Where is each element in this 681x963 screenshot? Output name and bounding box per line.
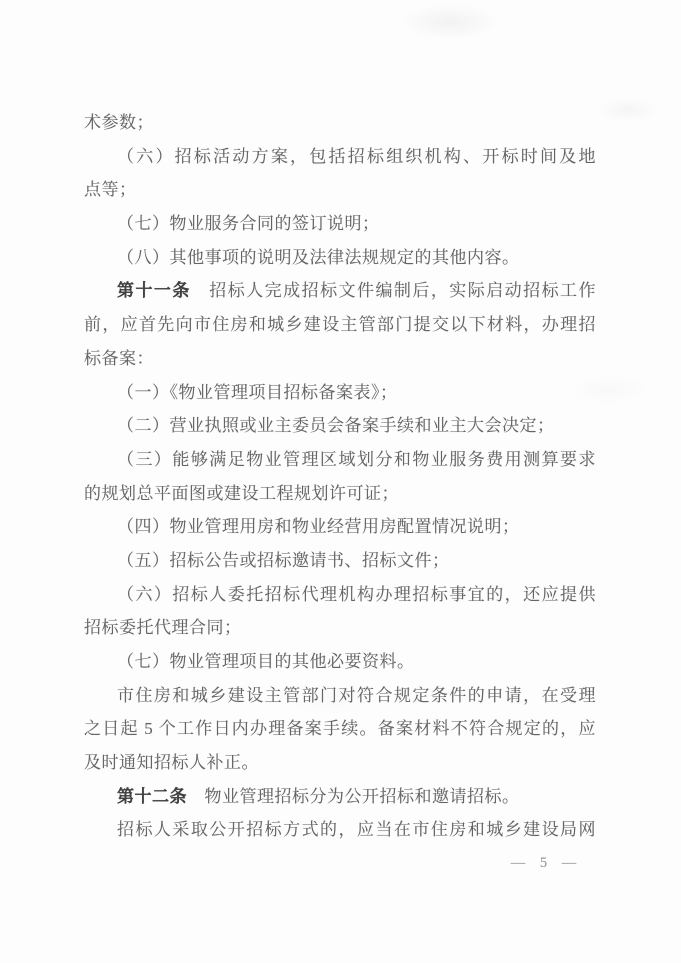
text-line [84, 746, 596, 780]
text-line [84, 813, 596, 847]
text-run: （三）能够满足物业管理区域划分和物业服务费用测算要求 [117, 449, 596, 469]
text-line [84, 544, 596, 578]
text-line [84, 679, 596, 713]
text-run: 市住房和城乡建设主管部门对符合规定条件的申请，在受理 [117, 685, 596, 705]
text-line [84, 611, 596, 645]
text-run: 术参数； [84, 113, 154, 132]
text-line [84, 578, 596, 612]
text-run: 的规划总平面图或建设工程规划许可证； [84, 483, 399, 503]
text-line [84, 207, 596, 241]
text-run: 标备案： [84, 348, 154, 368]
text-run: 物业管理招标分为公开招标和邀请招标。 [187, 786, 520, 806]
text-line [84, 443, 596, 477]
text-run: 招标委托代理合同； [84, 618, 242, 638]
text-run: （四）物业管理用房和物业经营用房配置情况说明； [117, 517, 520, 537]
text-run: （二）营业执照或业主委员会备案手续和业主大会决定； [117, 416, 555, 436]
text-run: （一）《物业管理项目招标备案表》； [117, 382, 398, 402]
text-line [84, 173, 596, 207]
text-line [84, 342, 596, 376]
text-run: （八）其他事项的说明及法律法规规定的其他内容。 [117, 247, 520, 267]
text-line [84, 376, 596, 410]
text-run: （五）招标公告或招标邀请书、招标文件； [117, 550, 450, 570]
text-run: 招标人完成招标文件编制后，实际启动招标工作 [190, 281, 597, 301]
text-line [84, 510, 596, 544]
text-line [84, 645, 596, 679]
text-line [84, 409, 596, 443]
text-run: 前，应首先向市住房和城乡建设主管部门提交以下材料，办理招 [84, 315, 596, 335]
text-line [84, 712, 596, 746]
text-run: 招标人采取公开招标方式的，应当在市住房和城乡建设局网 [117, 820, 596, 840]
text-line [84, 241, 596, 275]
text-line [84, 274, 596, 308]
article-number: 第十二条 [117, 786, 187, 806]
text-line [84, 780, 596, 814]
document-body [84, 106, 596, 847]
text-run: （六）招标活动方案，包括招标组织机构、开标时间及地 [117, 146, 596, 166]
text-run: 之日起 5 个工作日内办理备案手续。备案材料不符合规定的，应 [84, 719, 596, 739]
text-line [84, 106, 596, 140]
text-run: （七）物业服务合同的签订说明； [117, 214, 380, 234]
text-line [84, 140, 596, 174]
text-line [84, 308, 596, 342]
text-run: （七）物业管理项目的其他必要资料。 [117, 652, 415, 671]
article-number: 第十一条 [117, 281, 191, 301]
text-run: （六）招标人委托招标代理机构办理招标事宜的，还应提供 [117, 584, 596, 604]
page-number: — 5 — [510, 855, 578, 871]
text-line [84, 477, 596, 511]
text-run: 及时通知招标人补正。 [84, 753, 259, 773]
text-run: 点等； [84, 180, 137, 200]
